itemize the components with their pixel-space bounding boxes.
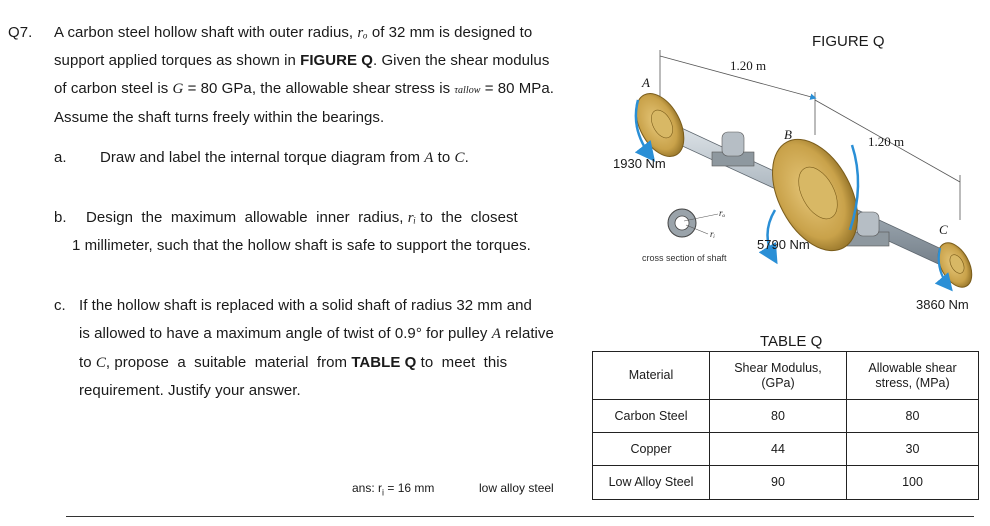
part-b-line2: 1 millimeter, such that the hollow shaft is safe to support the torques. [72,237,531,254]
bottom-rule [66,516,974,517]
part-c-line2 [79,325,554,343]
material-table [592,351,979,500]
pulley-c [931,237,978,293]
intro-text: = 80 MPa. [484,80,554,97]
cell-stress: 100 [847,466,979,500]
cell-modulus: 80 [710,400,847,433]
question-intro-line4: Assume the shaft turns freely within the bearings. [54,109,385,126]
answer-ri [352,481,434,497]
table-row [593,466,979,500]
part-c-line4: requirement. Justify your answer. [79,382,301,399]
part-c-body: to meet this [420,354,508,371]
figure-reference: FIGURE Q [300,52,374,69]
part-b-body: to the closest [420,209,518,226]
cell-modulus: 44 [710,433,847,466]
ro-label: rₒ [719,208,726,218]
table-row [593,400,979,433]
ri-label: rᵢ [710,229,715,239]
c-symbol: C [454,150,465,166]
table-header-row [593,352,979,400]
cell-material: Carbon Steel [593,400,710,433]
cell-stress: 30 [847,433,979,466]
part-b-label: b. [54,209,67,226]
answer-material: low alloy steel [479,481,554,495]
label-a: A [642,75,650,90]
a-symbol: A [491,326,501,342]
intro-text: of 32 mm is designed to [371,24,533,41]
question-intro-line1 [54,24,532,42]
intro-text: support applied torques as shown in [54,52,296,69]
dimension-label-2: 1.20 m [868,134,905,149]
answer-sub: i [382,487,385,498]
table-row [593,433,979,466]
question-number: Q7. [8,24,33,41]
intro-text: = 80 GPa, the allowable shear stress is [187,80,451,97]
answer-prefix: ans: r [352,481,383,495]
part-c-body: relative [505,325,554,342]
torque-b: 5790 Nm [757,237,810,252]
table-reference: TABLE Q [351,354,417,371]
part-a-body: Draw and label the internal torque diagram from [100,149,421,166]
cell-stress: 80 [847,400,979,433]
part-c-label: c. [54,297,66,314]
pulley-a [626,86,693,165]
part-c-body: to [79,354,92,371]
part-b-line1 [86,209,518,227]
part-c-line3 [79,354,507,372]
ri-symbol: rᵢ [407,210,417,226]
header-material: Material [593,352,710,400]
to-word: to [437,149,451,166]
period: . [464,149,469,166]
part-a-label: a. [54,149,67,166]
torque-c: 3860 Nm [916,297,969,312]
answer-value: = 16 mm [387,481,435,495]
part-c-body: is allowed to have a maximum angle of twist of 0.9° for pulley [79,325,488,342]
label-b: B [784,127,792,142]
header-shear-modulus: Shear Modulus, (GPa) [710,352,847,400]
cross-section-caption: cross section of shaft [642,253,727,263]
dimension-label-1: 1.20 m [730,58,767,73]
ro-symbol: rₒ [357,25,368,41]
table-title: TABLE Q [760,333,823,350]
torque-a: 1930 Nm [613,156,666,171]
header-allowable-stress: Allowable shear stress, (MPa) [847,352,979,400]
part-c-body: , propose a suitable material from [105,354,348,371]
cell-material: Low Alloy Steel [593,466,710,500]
a-symbol: A [424,150,434,166]
question-intro-line3 [54,80,554,98]
part-c-line1: If the hollow shaft is replaced with a solid shaft of radius 32 mm and [79,297,532,314]
figure-title: FIGURE Q [812,33,885,50]
intro-text: A carbon steel hollow shaft with outer radius, [54,24,354,41]
g-symbol: G [172,81,184,97]
c-symbol: C [95,355,106,371]
part-a-text [100,149,469,167]
label-c: C [939,222,948,237]
question-intro-line2 [54,52,549,69]
cell-material: Copper [593,433,710,466]
intro-text: of carbon steel is [54,80,169,97]
tau-allow-symbol: τallow [454,85,481,96]
intro-text: . Given the shear modulus [373,52,550,69]
cell-modulus: 90 [710,466,847,500]
part-b-body: Design the maximum allowable inner radius, [86,209,404,226]
